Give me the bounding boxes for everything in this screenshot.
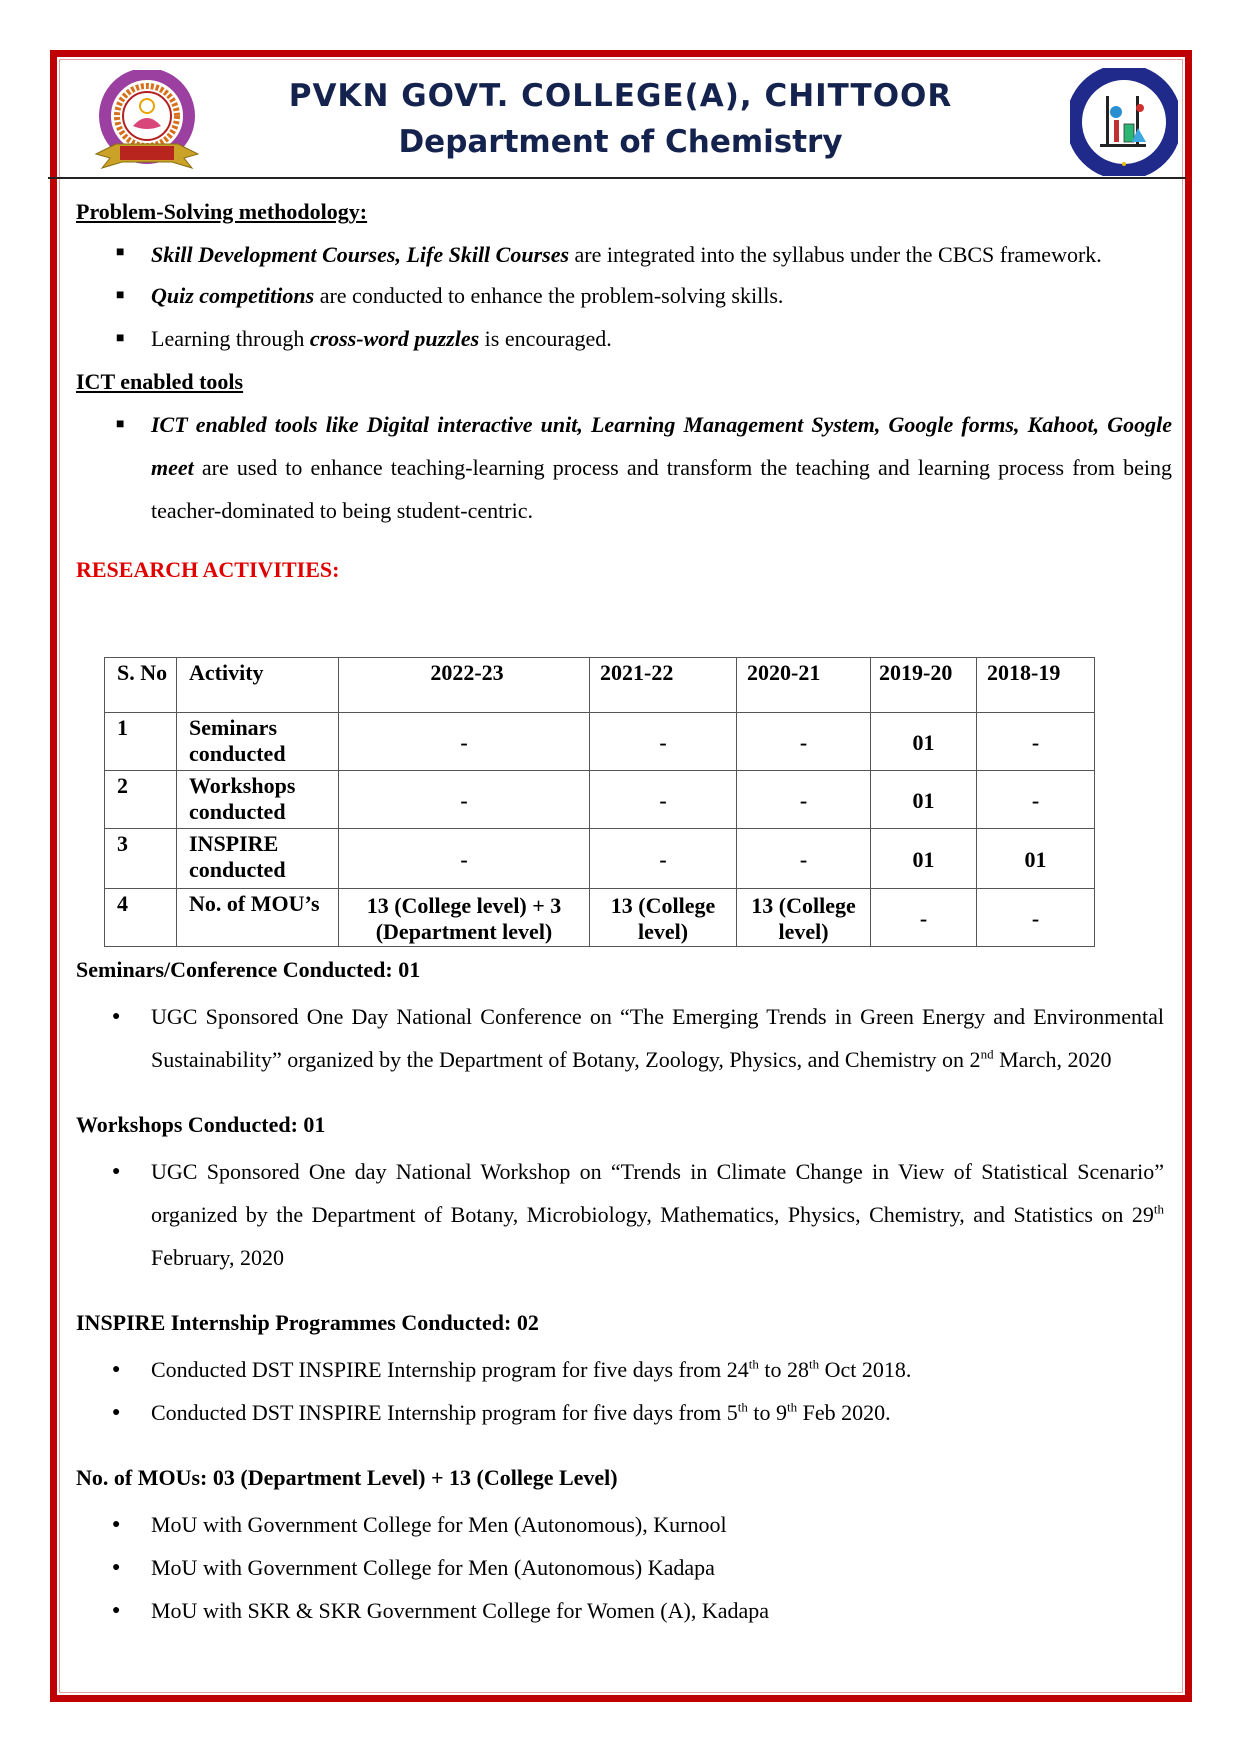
activities-details: [76, 948, 1176, 1632]
list-item: ● MoU with Government College for Men (Autonomous), Kurnool: [76, 1503, 1176, 1546]
list-item: ● Conducted DST INSPIRE Internship program for five days from 24th to 28th Oct 2018.: [76, 1348, 1176, 1391]
header-cell: 2020-21: [737, 658, 871, 713]
table-row: 4 No. of MOU’s 13 (College level) + 3 (Department level) 13 (College level) 13 (College level) - -: [105, 889, 1095, 947]
list-item: ● Conducted DST INSPIRE Internship program for five days from 5th to 9th Feb 2020.: [76, 1391, 1176, 1434]
list-item: ● UGC Sponsored One Day National Conference on “The Emerging Trends in Green Energy and Environmental Sustainability” organized by the Department of Botany, Zoology, Physics, and Chemistry on 2nd March, 2020: [76, 995, 1176, 1081]
problem-solving-list: [76, 233, 1176, 360]
table-row: 1 Seminars conducted - - - 01 -: [105, 713, 1095, 771]
seminars-list: [76, 995, 1176, 1081]
header-divider: [48, 177, 1186, 179]
bullet-icon: ●: [112, 1362, 121, 1377]
department-title: Department of Chemistry: [398, 124, 843, 160]
inspire-list: [76, 1348, 1176, 1434]
header-cell: 2021-22: [590, 658, 737, 713]
ict-list: [76, 403, 1176, 532]
table-header-row: [105, 658, 1095, 713]
list-item: ■ ICT enabled tools like Digital interactive unit, Learning Management System, Google forms, Kahoot, Google meet are used to enhance teaching-learning process and transform the teaching and learning process from being teacher-dominated to being student-centric.: [76, 403, 1176, 532]
ict-heading: ICT enabled tools: [76, 369, 244, 394]
list-item: ● MoU with Government College for Men (Autonomous) Kadapa: [76, 1546, 1176, 1589]
problem-solving-heading: Problem-Solving methodology:: [76, 199, 368, 224]
square-bullet-icon: ■: [116, 331, 125, 346]
document-body: [76, 190, 1176, 591]
workshops-list: [76, 1150, 1176, 1279]
square-bullet-icon: ■: [116, 288, 125, 303]
college-title: PVKN GOVT. COLLEGE(A), CHITTOOR: [288, 78, 953, 114]
mous-heading: No. of MOUs: 03 (Department Level) + 13 (College Level): [76, 1465, 618, 1490]
list-item: ● MoU with SKR & SKR Government College for Women (A), Kadapa: [76, 1589, 1176, 1632]
bullet-icon: ●: [112, 1603, 121, 1618]
mous-list: [76, 1503, 1176, 1632]
header-cell: Activity: [177, 658, 339, 713]
seminars-heading: Seminars/Conference Conducted: 01: [76, 957, 421, 982]
research-activities-table: [104, 657, 1095, 947]
list-item: ● UGC Sponsored One day National Workshop on “Trends in Climate Change in View of Statistical Scenario” organized by the Department of Botany, Microbiology, Mathematics, Physics, Chemistry, and Statistics on 29th February, 2020: [76, 1150, 1176, 1279]
bullet-icon: ●: [112, 1164, 121, 1179]
header-cell: 2022-23: [339, 658, 590, 713]
table-row: 2 Workshops conducted - - - 01 -: [105, 771, 1095, 829]
bullet-icon: ●: [112, 1405, 121, 1420]
header-cell: 2019-20: [871, 658, 977, 713]
square-bullet-icon: ■: [116, 417, 125, 432]
list-item: ■ Quiz competitions are conducted to enhance the problem-solving skills.: [76, 274, 1176, 317]
square-bullet-icon: ■: [116, 245, 125, 260]
bullet-icon: ●: [112, 1560, 121, 1575]
bullet-icon: ●: [112, 1009, 121, 1024]
header-cell: S. No: [105, 658, 177, 713]
inspire-heading: INSPIRE Internship Programmes Conducted: 02: [76, 1310, 539, 1335]
list-item: ■ Learning through cross-word puzzles is encouraged.: [76, 317, 1176, 360]
list-item: ■ Skill Development Courses, Life Skill Courses are integrated into the syllabus under the CBCS framework.: [76, 233, 1176, 274]
header-cell: 2018-19: [977, 658, 1095, 713]
research-activities-heading: RESEARCH ACTIVITIES:: [76, 557, 340, 582]
table-row: 3 INSPIRE conducted - - - 01 01: [105, 829, 1095, 889]
workshops-heading: Workshops Conducted: 01: [76, 1112, 326, 1137]
bullet-icon: ●: [112, 1517, 121, 1532]
